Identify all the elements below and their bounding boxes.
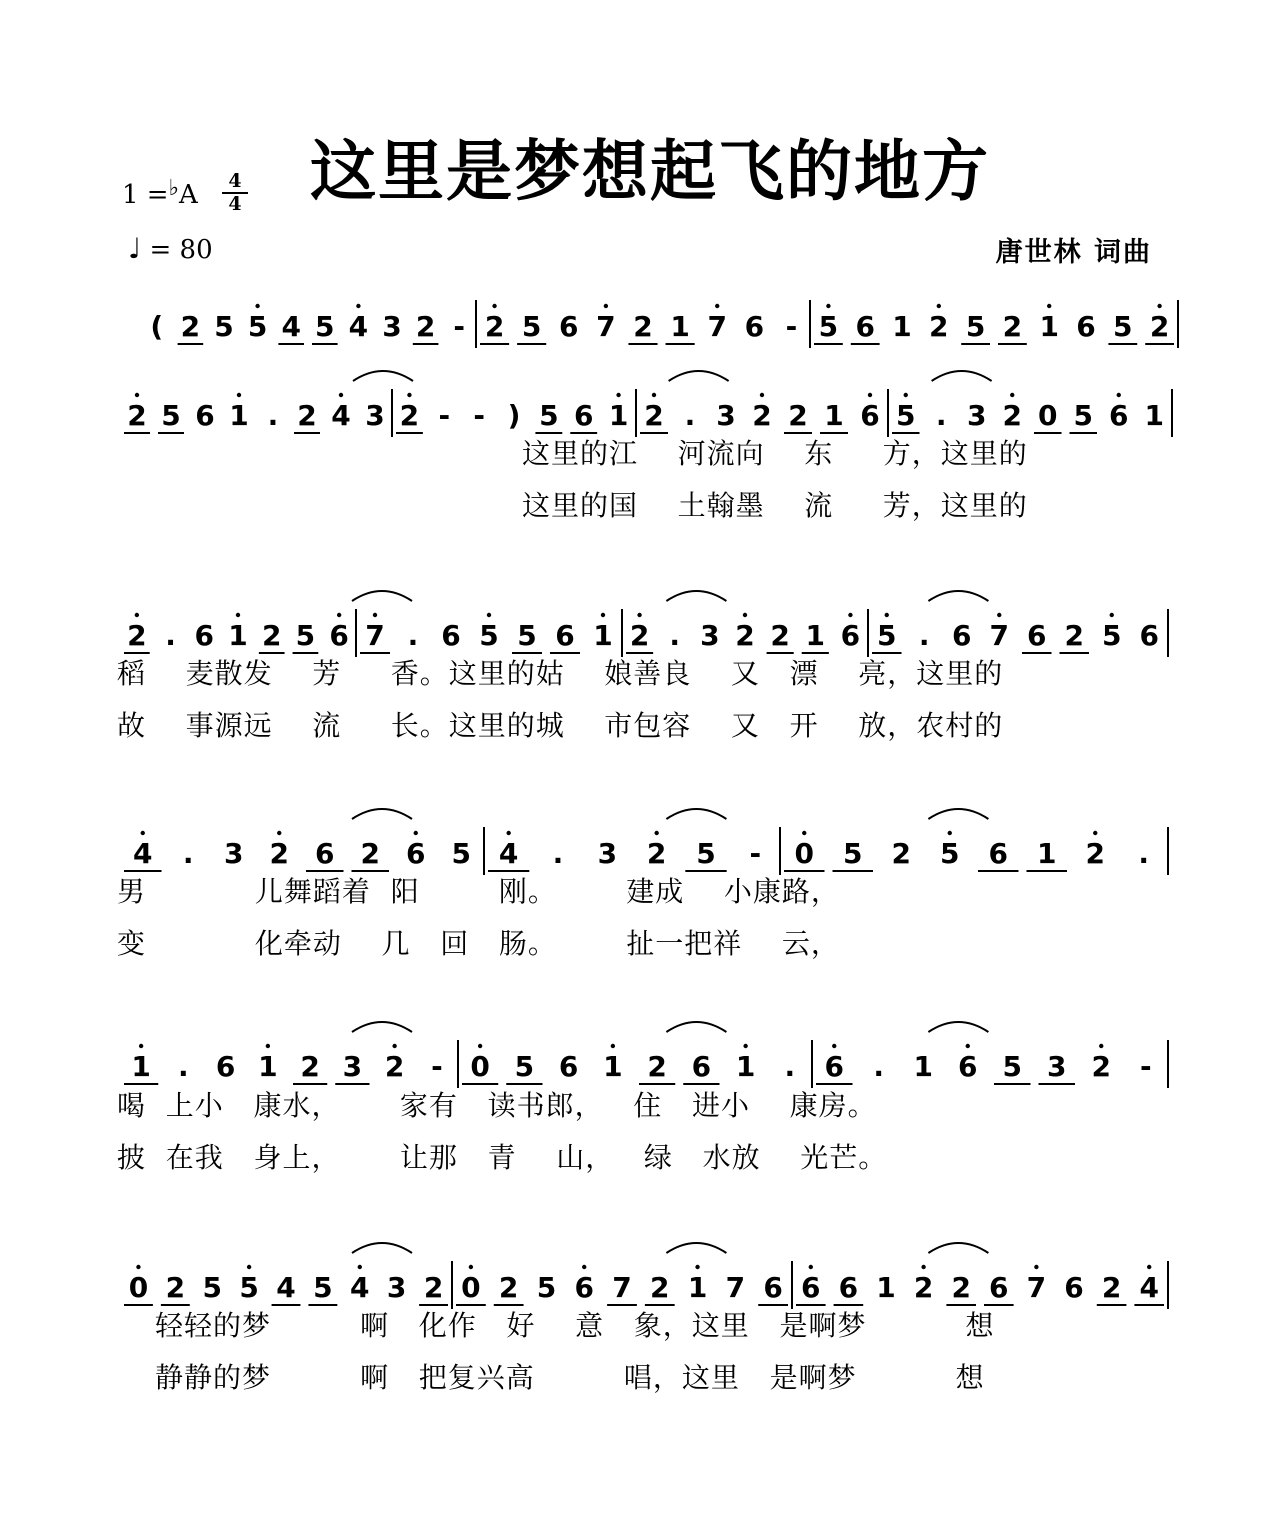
notation-line — [0, 587, 1280, 657]
jianpu-note: 1 — [824, 399, 844, 432]
time-top: 4 — [228, 170, 242, 192]
jianpu-note: 0 — [461, 1271, 481, 1304]
jianpu-note: 5 — [536, 1271, 557, 1304]
jianpu-note: 2 — [1149, 310, 1170, 343]
jianpu-note: 0 — [470, 1050, 490, 1083]
octave-dot — [1157, 304, 1161, 308]
lyric-line: 喝 上小 康水， 家有 读书郎， 住 进小 康房。 — [117, 1089, 877, 1122]
jianpu-note: 6 — [559, 310, 579, 343]
jianpu-note: 2 — [633, 310, 653, 343]
octave-dot — [868, 393, 872, 397]
jianpu-note: 2 — [360, 837, 380, 870]
octave-dot — [611, 1044, 615, 1048]
jianpu-note: 4 — [348, 310, 369, 343]
jianpu-note: 2 — [647, 1050, 667, 1083]
jianpu-note: 2 — [1064, 619, 1084, 652]
jianpu-note: 1 — [735, 1050, 756, 1083]
jianpu-note: 6 — [763, 1271, 783, 1304]
jianpu-note: 2 — [1002, 310, 1023, 343]
jianpu-note: 3 — [342, 1050, 363, 1083]
jianpu-note: 5 — [1002, 1050, 1022, 1083]
jianpu-note: 5 — [1073, 399, 1093, 432]
jianpu-note: 6 — [989, 1271, 1009, 1304]
jianpu-note: . — [669, 619, 681, 652]
jianpu-note: 0 — [794, 837, 814, 870]
octave-dot — [136, 1265, 140, 1269]
jianpu-note: . — [784, 1050, 796, 1083]
jianpu-note: ( — [150, 310, 164, 343]
jianpu-note: 5 — [451, 837, 471, 870]
jianpu-note: 2 — [399, 399, 420, 432]
jianpu-note: 5 — [1113, 310, 1133, 343]
jianpu-note: 5 — [295, 619, 316, 652]
slur-arc — [666, 1022, 726, 1032]
slur-arc — [928, 591, 988, 601]
jianpu-note: 6 — [838, 1271, 859, 1304]
jianpu-note: 2 — [913, 1271, 934, 1304]
jianpu-note: . — [267, 399, 279, 432]
jianpu-note: 6 — [958, 1050, 978, 1083]
jianpu-note: 2 — [300, 1050, 320, 1083]
jianpu-note: 6 — [195, 399, 215, 432]
jianpu-note: 2 — [770, 619, 790, 652]
notation-line — [0, 1018, 1280, 1088]
lyric-line: 变 化牵动 几 回 肠。 扯一把祥 云， — [117, 927, 840, 960]
jianpu-note: 2 — [165, 1271, 186, 1304]
jianpu-note: 5 — [539, 399, 559, 432]
jianpu-note: . — [407, 619, 419, 652]
jianpu-note: 6 — [1139, 619, 1159, 652]
jianpu-note: 4 — [276, 1271, 296, 1304]
jianpu-note: 5 — [696, 837, 716, 870]
slur-arc — [669, 371, 729, 381]
octave-dot — [743, 613, 747, 617]
jianpu-note: 7 — [707, 310, 727, 343]
jianpu-note: 1 — [1144, 399, 1164, 432]
slur-arc — [353, 371, 413, 381]
key-note: A — [178, 180, 198, 210]
jianpu-note: 1 — [892, 310, 912, 343]
jianpu-note: . — [684, 399, 696, 432]
jianpu-note: 2 — [644, 399, 664, 432]
octave-dot — [392, 1044, 396, 1048]
jianpu-note: 0 — [128, 1271, 149, 1304]
lyric-line: 轻轻的梦 啊 化作 好 意 象，这里 是啊梦 想 — [155, 1309, 995, 1342]
jianpu-note: 1 — [1037, 837, 1057, 870]
jianpu-note: . — [165, 619, 176, 652]
jianpu-note: 6 — [824, 1050, 844, 1083]
jianpu-note: 5 — [247, 310, 268, 343]
lyric-line: 稻 麦散发 芳 香。这里的姑 娘善良 又 漂 亮，这里的 — [117, 657, 1004, 690]
author-credit: 唐世林 词曲 — [995, 237, 1152, 268]
jianpu-note: 2 — [951, 1271, 971, 1304]
jianpu-note: 3 — [716, 399, 736, 432]
jianpu-note: 5 — [479, 619, 499, 652]
jianpu-note: 2 — [646, 837, 667, 870]
octave-dot — [966, 1044, 970, 1048]
octave-dot — [715, 304, 719, 308]
jianpu-note: 3 — [700, 619, 720, 652]
slur-arc — [352, 1243, 412, 1253]
jianpu-note: 5 — [843, 837, 863, 870]
jianpu-note: - — [431, 1050, 443, 1083]
jianpu-note: 6 — [1076, 310, 1096, 343]
jianpu-note: 2 — [180, 310, 201, 343]
octave-dot — [492, 304, 496, 308]
jianpu-note: 2 — [484, 310, 505, 343]
lyric-line: 这里的江 河流向 东 方，这里的 — [522, 437, 1028, 470]
jianpu-note: 2 — [269, 837, 289, 870]
jianpu-note: 5 — [940, 837, 960, 870]
lyric-line: 披 在我 身上， 让那 青 山， 绿 水放 光芒。 — [117, 1141, 888, 1174]
jianpu-note: 2 — [752, 399, 772, 432]
octave-dot — [921, 1265, 925, 1269]
jianpu-note: 1 — [805, 619, 826, 652]
jianpu-note: ) — [507, 399, 521, 432]
slur-arc — [352, 809, 412, 819]
notation-line — [0, 1239, 1280, 1309]
octave-dot — [414, 831, 418, 835]
jianpu-note: 3 — [1047, 1050, 1067, 1083]
jianpu-note: 6 — [801, 1271, 821, 1304]
key-signature — [122, 176, 198, 210]
slur-arc — [928, 809, 988, 819]
jianpu-note: 5 — [517, 619, 537, 652]
octave-dot — [826, 304, 830, 308]
jianpu-note: 6 — [573, 399, 594, 432]
octave-dot — [743, 1044, 747, 1048]
jianpu-note: 7 — [365, 619, 385, 652]
jianpu-note: 5 — [315, 310, 335, 343]
jianpu-note: 6 — [441, 619, 461, 652]
jianpu-note: 7 — [596, 310, 616, 343]
jianpu-note: 7 — [725, 1271, 746, 1304]
jianpu-note: 2 — [261, 619, 282, 652]
jianpu-note: 2 — [650, 1271, 670, 1304]
octave-dot — [478, 1044, 482, 1048]
jianpu-note: 1 — [876, 1271, 896, 1304]
jianpu-note: - — [749, 837, 762, 870]
octave-dot — [237, 393, 241, 397]
jianpu-note: . — [1138, 837, 1150, 870]
octave-dot — [247, 1265, 251, 1269]
octave-dot — [1147, 1265, 1151, 1269]
jianpu-note: 4 — [133, 837, 153, 870]
jianpu-note: 1 — [687, 1271, 708, 1304]
jianpu-note: 1 — [608, 399, 629, 432]
jianpu-note: 5 — [521, 310, 542, 343]
jianpu-note: 2 — [1085, 837, 1105, 870]
jianpu-note: 1 — [670, 310, 690, 343]
jianpu-note: 5 — [239, 1271, 259, 1304]
jianpu-note: 7 — [1026, 1271, 1047, 1304]
jianpu-note: 6 — [315, 837, 335, 870]
jianpu-note: - — [1139, 1050, 1152, 1083]
jianpu-note: 6 — [1064, 1271, 1084, 1304]
jianpu-note: 2 — [297, 399, 317, 432]
octave-dot — [637, 613, 641, 617]
jianpu-note: 5 — [514, 1050, 535, 1083]
octave-dot — [135, 613, 139, 617]
jianpu-note: 2 — [629, 619, 650, 652]
octave-dot — [937, 304, 941, 308]
octave-dot — [339, 393, 343, 397]
jianpu-note: 1 — [913, 1050, 933, 1083]
jianpu-note: 1 — [228, 619, 248, 652]
octave-dot — [1110, 613, 1114, 617]
jianpu-note: 3 — [365, 399, 385, 432]
jianpu-note: 5 — [214, 310, 234, 343]
octave-dot — [1093, 831, 1097, 835]
jianpu-note: 1 — [131, 1050, 151, 1083]
octave-dot — [1117, 393, 1121, 397]
octave-dot — [832, 1044, 836, 1048]
lyric-line: 故 事源远 流 长。这里的城 市包容 又 开 放，农村的 — [117, 709, 1004, 742]
song-title: 这里是梦想起飞的地方 — [310, 133, 990, 210]
tempo-marking — [128, 232, 213, 265]
jianpu-note: 6 — [215, 1050, 236, 1083]
slur-arc — [666, 1243, 726, 1253]
octave-dot — [848, 613, 852, 617]
octave-dot — [139, 1044, 143, 1048]
jianpu-note: 7 — [612, 1271, 632, 1304]
jianpu-note: 5 — [877, 619, 897, 652]
jianpu-note: 6 — [574, 1271, 594, 1304]
octave-dot — [337, 613, 341, 617]
jianpu-note: 2 — [891, 837, 911, 870]
jianpu-note: . — [918, 619, 930, 652]
jianpu-note: - — [473, 399, 485, 432]
octave-dot — [407, 393, 411, 397]
octave-dot — [616, 393, 620, 397]
slur-arc — [352, 1022, 412, 1032]
notation-line — [0, 367, 1280, 437]
notation-line — [0, 805, 1280, 875]
octave-dot — [802, 831, 806, 835]
slur-arc — [666, 591, 726, 601]
jianpu-note: 2 — [1101, 1271, 1122, 1304]
quarter-note-icon: ♩ — [128, 232, 142, 265]
jianpu-note: 5 — [965, 310, 986, 343]
jianpu-note: 3 — [967, 399, 987, 432]
octave-dot — [277, 831, 281, 835]
notation-line — [0, 278, 1280, 348]
jianpu-note: 3 — [386, 1271, 407, 1304]
jianpu-note: . — [873, 1050, 885, 1083]
jianpu-note: 5 — [161, 399, 181, 432]
octave-dot — [358, 1265, 362, 1269]
jianpu-note: 2 — [127, 619, 147, 652]
jianpu-note: 6 — [558, 1050, 579, 1083]
time-bottom: 4 — [228, 193, 242, 215]
octave-dot — [604, 304, 608, 308]
lyric-line: 这里的国 土翰墨 流 芳，这里的 — [522, 489, 1028, 522]
jianpu-note: 6 — [952, 619, 972, 652]
octave-dot — [760, 393, 764, 397]
octave-dot — [601, 613, 605, 617]
jianpu-note: 2 — [788, 399, 808, 432]
jianpu-note: 1 — [603, 1050, 623, 1083]
jianpu-note: 3 — [382, 310, 402, 343]
jianpu-note: 4 — [1139, 1271, 1159, 1304]
jianpu-note: 2 — [735, 619, 755, 652]
jianpu-note: 6 — [855, 310, 875, 343]
jianpu-note: 6 — [860, 399, 880, 432]
jianpu-note: 2 — [1091, 1050, 1111, 1083]
slur-arc — [932, 371, 992, 381]
octave-dot — [1034, 1265, 1038, 1269]
jianpu-note: 5 — [1102, 619, 1122, 652]
jianpu-note: 6 — [329, 619, 349, 652]
octave-dot — [1047, 304, 1051, 308]
octave-dot — [356, 304, 360, 308]
jianpu-note: 6 — [555, 619, 575, 652]
jianpu-note: . — [552, 837, 564, 870]
jianpu-note: 6 — [840, 619, 861, 652]
jianpu-note: 2 — [498, 1271, 519, 1304]
octave-dot — [948, 831, 952, 835]
jianpu-note: 7 — [989, 619, 1009, 652]
jianpu-note: 1 — [1039, 310, 1059, 343]
jianpu-note: 2 — [415, 310, 436, 343]
time-signature — [222, 172, 248, 214]
jianpu-note: 1 — [593, 619, 613, 652]
octave-dot — [141, 831, 145, 835]
jianpu-note: 2 — [1002, 399, 1022, 432]
lyric-line: 静静的梦 啊 把复兴高 唱，这里 是啊梦 想 — [155, 1361, 985, 1394]
octave-dot — [255, 304, 259, 308]
jianpu-note: 2 — [929, 310, 949, 343]
jianpu-note: - — [785, 310, 798, 343]
jianpu-note: 6 — [744, 310, 765, 343]
jianpu-note: 0 — [1038, 399, 1058, 432]
octave-dot — [373, 613, 377, 617]
jianpu-note: 3 — [597, 837, 618, 870]
octave-dot — [809, 1265, 813, 1269]
flat-sign: ♭ — [168, 176, 179, 201]
octave-dot — [652, 393, 656, 397]
jianpu-note: . — [935, 399, 947, 432]
slur-arc — [928, 1022, 988, 1032]
octave-dot — [582, 1265, 586, 1269]
jianpu-note: 2 — [384, 1050, 405, 1083]
jianpu-note: - — [438, 399, 451, 432]
octave-dot — [135, 393, 139, 397]
octave-dot — [266, 1044, 270, 1048]
octave-dot — [1099, 1044, 1103, 1048]
jianpu-note: 4 — [498, 837, 519, 870]
jianpu-note: 5 — [818, 310, 839, 343]
octave-dot — [1010, 393, 1014, 397]
jianpu-note: 5 — [896, 399, 916, 432]
jianpu-note: 2 — [127, 399, 147, 432]
jianpu-note: 2 — [423, 1271, 444, 1304]
key-prefix: 1 = — [122, 180, 169, 210]
octave-dot — [695, 1265, 699, 1269]
jianpu-note: 6 — [1109, 399, 1129, 432]
octave-dot — [236, 613, 240, 617]
jianpu-note: 4 — [281, 310, 301, 343]
octave-dot — [469, 1265, 473, 1269]
slur-arc — [666, 809, 726, 819]
octave-dot — [904, 393, 908, 397]
jianpu-note: 5 — [313, 1271, 333, 1304]
octave-dot — [885, 613, 889, 617]
jianpu-note: 6 — [988, 837, 1008, 870]
jianpu-note: 4 — [350, 1271, 370, 1304]
jianpu-note: 1 — [258, 1050, 278, 1083]
jianpu-note: 3 — [224, 837, 244, 870]
octave-dot — [487, 613, 491, 617]
jianpu-note: 6 — [1027, 619, 1047, 652]
octave-dot — [654, 831, 658, 835]
jianpu-note: . — [182, 837, 194, 870]
jianpu-note: . — [178, 1050, 189, 1083]
jianpu-note: 6 — [406, 837, 426, 870]
octave-dot — [506, 831, 510, 835]
jianpu-note: 4 — [331, 399, 351, 432]
jianpu-note: 6 — [691, 1050, 712, 1083]
octave-dot — [997, 613, 1001, 617]
jianpu-note: 5 — [202, 1271, 222, 1304]
lyric-line: 男 儿舞蹈着 阳 刚。 建成 小康路， — [117, 875, 840, 908]
jianpu-note: 6 — [194, 619, 215, 652]
jianpu-note: 1 — [229, 399, 249, 432]
tempo-value: = 80 — [149, 235, 213, 265]
jianpu-note: - — [453, 310, 466, 343]
slur-arc — [352, 591, 412, 601]
slur-arc — [928, 1243, 988, 1253]
